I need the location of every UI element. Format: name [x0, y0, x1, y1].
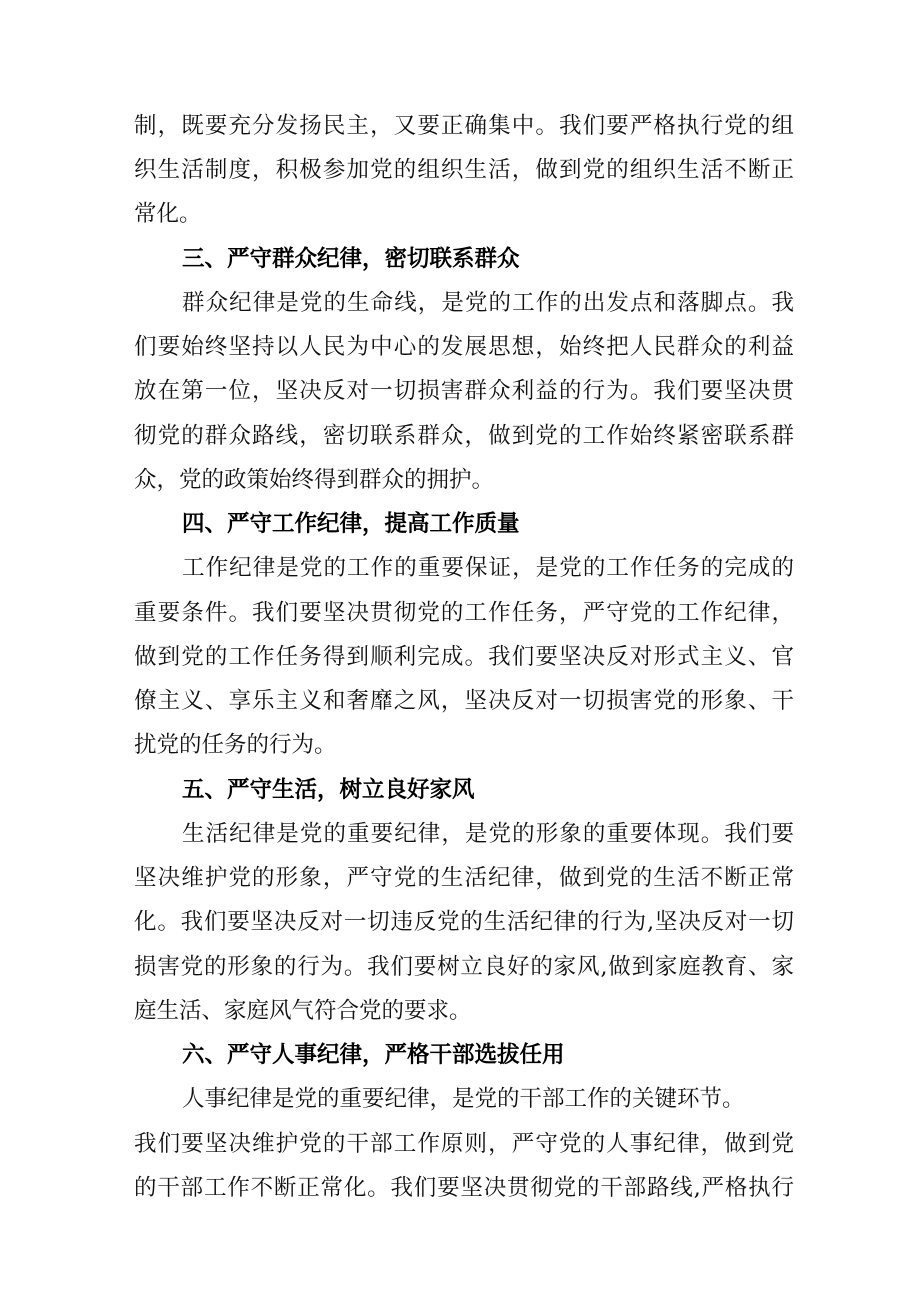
body-line: 僚主义、享乐主义和奢靡之风，坚决反对一切损害党的形象、干 [134, 688, 794, 714]
section-heading-6: 六、严守人事纪律，严格干部选拔任用 [182, 1042, 565, 1068]
body-line: 放在第一位，坚决反对一切损害群众利益的行为。我们要坚决贯 [134, 378, 794, 404]
body-line: 们要始终坚持以人民为中心的发展思想，始终把人民群众的利益 [134, 334, 794, 360]
body-line: 群众纪律是党的生命线，是党的工作的出发点和落脚点。我 [182, 290, 794, 316]
body-line: 彻党的群众路线，密切联系群众，做到党的工作始终紧密联系群 [134, 423, 794, 449]
section-heading-4: 四、严守工作纪律，提高工作质量 [182, 511, 520, 537]
body-line: 做到党的工作任务得到顺利完成。我们要坚决反对形式主义、官 [134, 644, 794, 670]
body-line: 常化。 [134, 201, 202, 227]
section-heading-3: 三、严守群众纪律，密切联系群众 [182, 246, 520, 272]
body-line: 庭生活、家庭风气符合党的要求。 [134, 998, 472, 1024]
body-line: 人事纪律是党的重要纪律，是党的干部工作的关键环节。 [182, 1086, 745, 1112]
body-line: 坚决维护党的形象，严守党的生活纪律，做到党的生活不断正常 [134, 865, 794, 891]
body-line: 扰党的任务的行为。 [134, 732, 337, 758]
body-line: 生活纪律是党的重要纪律，是党的形象的重要体现。我们要 [182, 821, 794, 847]
section-heading-5: 五、严守生活，树立良好家风 [182, 777, 475, 803]
body-line: 制，既要充分发扬民主，又要正确集中。我们要严格执行党的组 [134, 113, 794, 139]
body-line: 损害党的形象的行为。我们要树立良好的家风,做到家庭教育、家 [134, 954, 794, 980]
body-line: 众，党的政策始终得到群众的拥护。 [134, 467, 495, 493]
body-line: 工作纪律是党的工作的重要保证，是党的工作任务的完成的 [182, 555, 794, 581]
body-line: 的干部工作不断正常化。我们要坚决贯彻党的干部路线,严格执行 [134, 1175, 794, 1201]
body-line: 重要条件。我们要坚决贯彻党的工作任务，严守党的工作纪律， [134, 600, 794, 626]
body-line: 织生活制度，积极参加党的组织生活，做到党的组织生活不断正 [134, 157, 794, 183]
body-line: 我们要坚决维护党的干部工作原则，严守党的人事纪律，做到党 [134, 1131, 794, 1157]
body-line: 化。我们要坚决反对一切违反党的生活纪律的行为,坚决反对一切 [134, 909, 794, 935]
